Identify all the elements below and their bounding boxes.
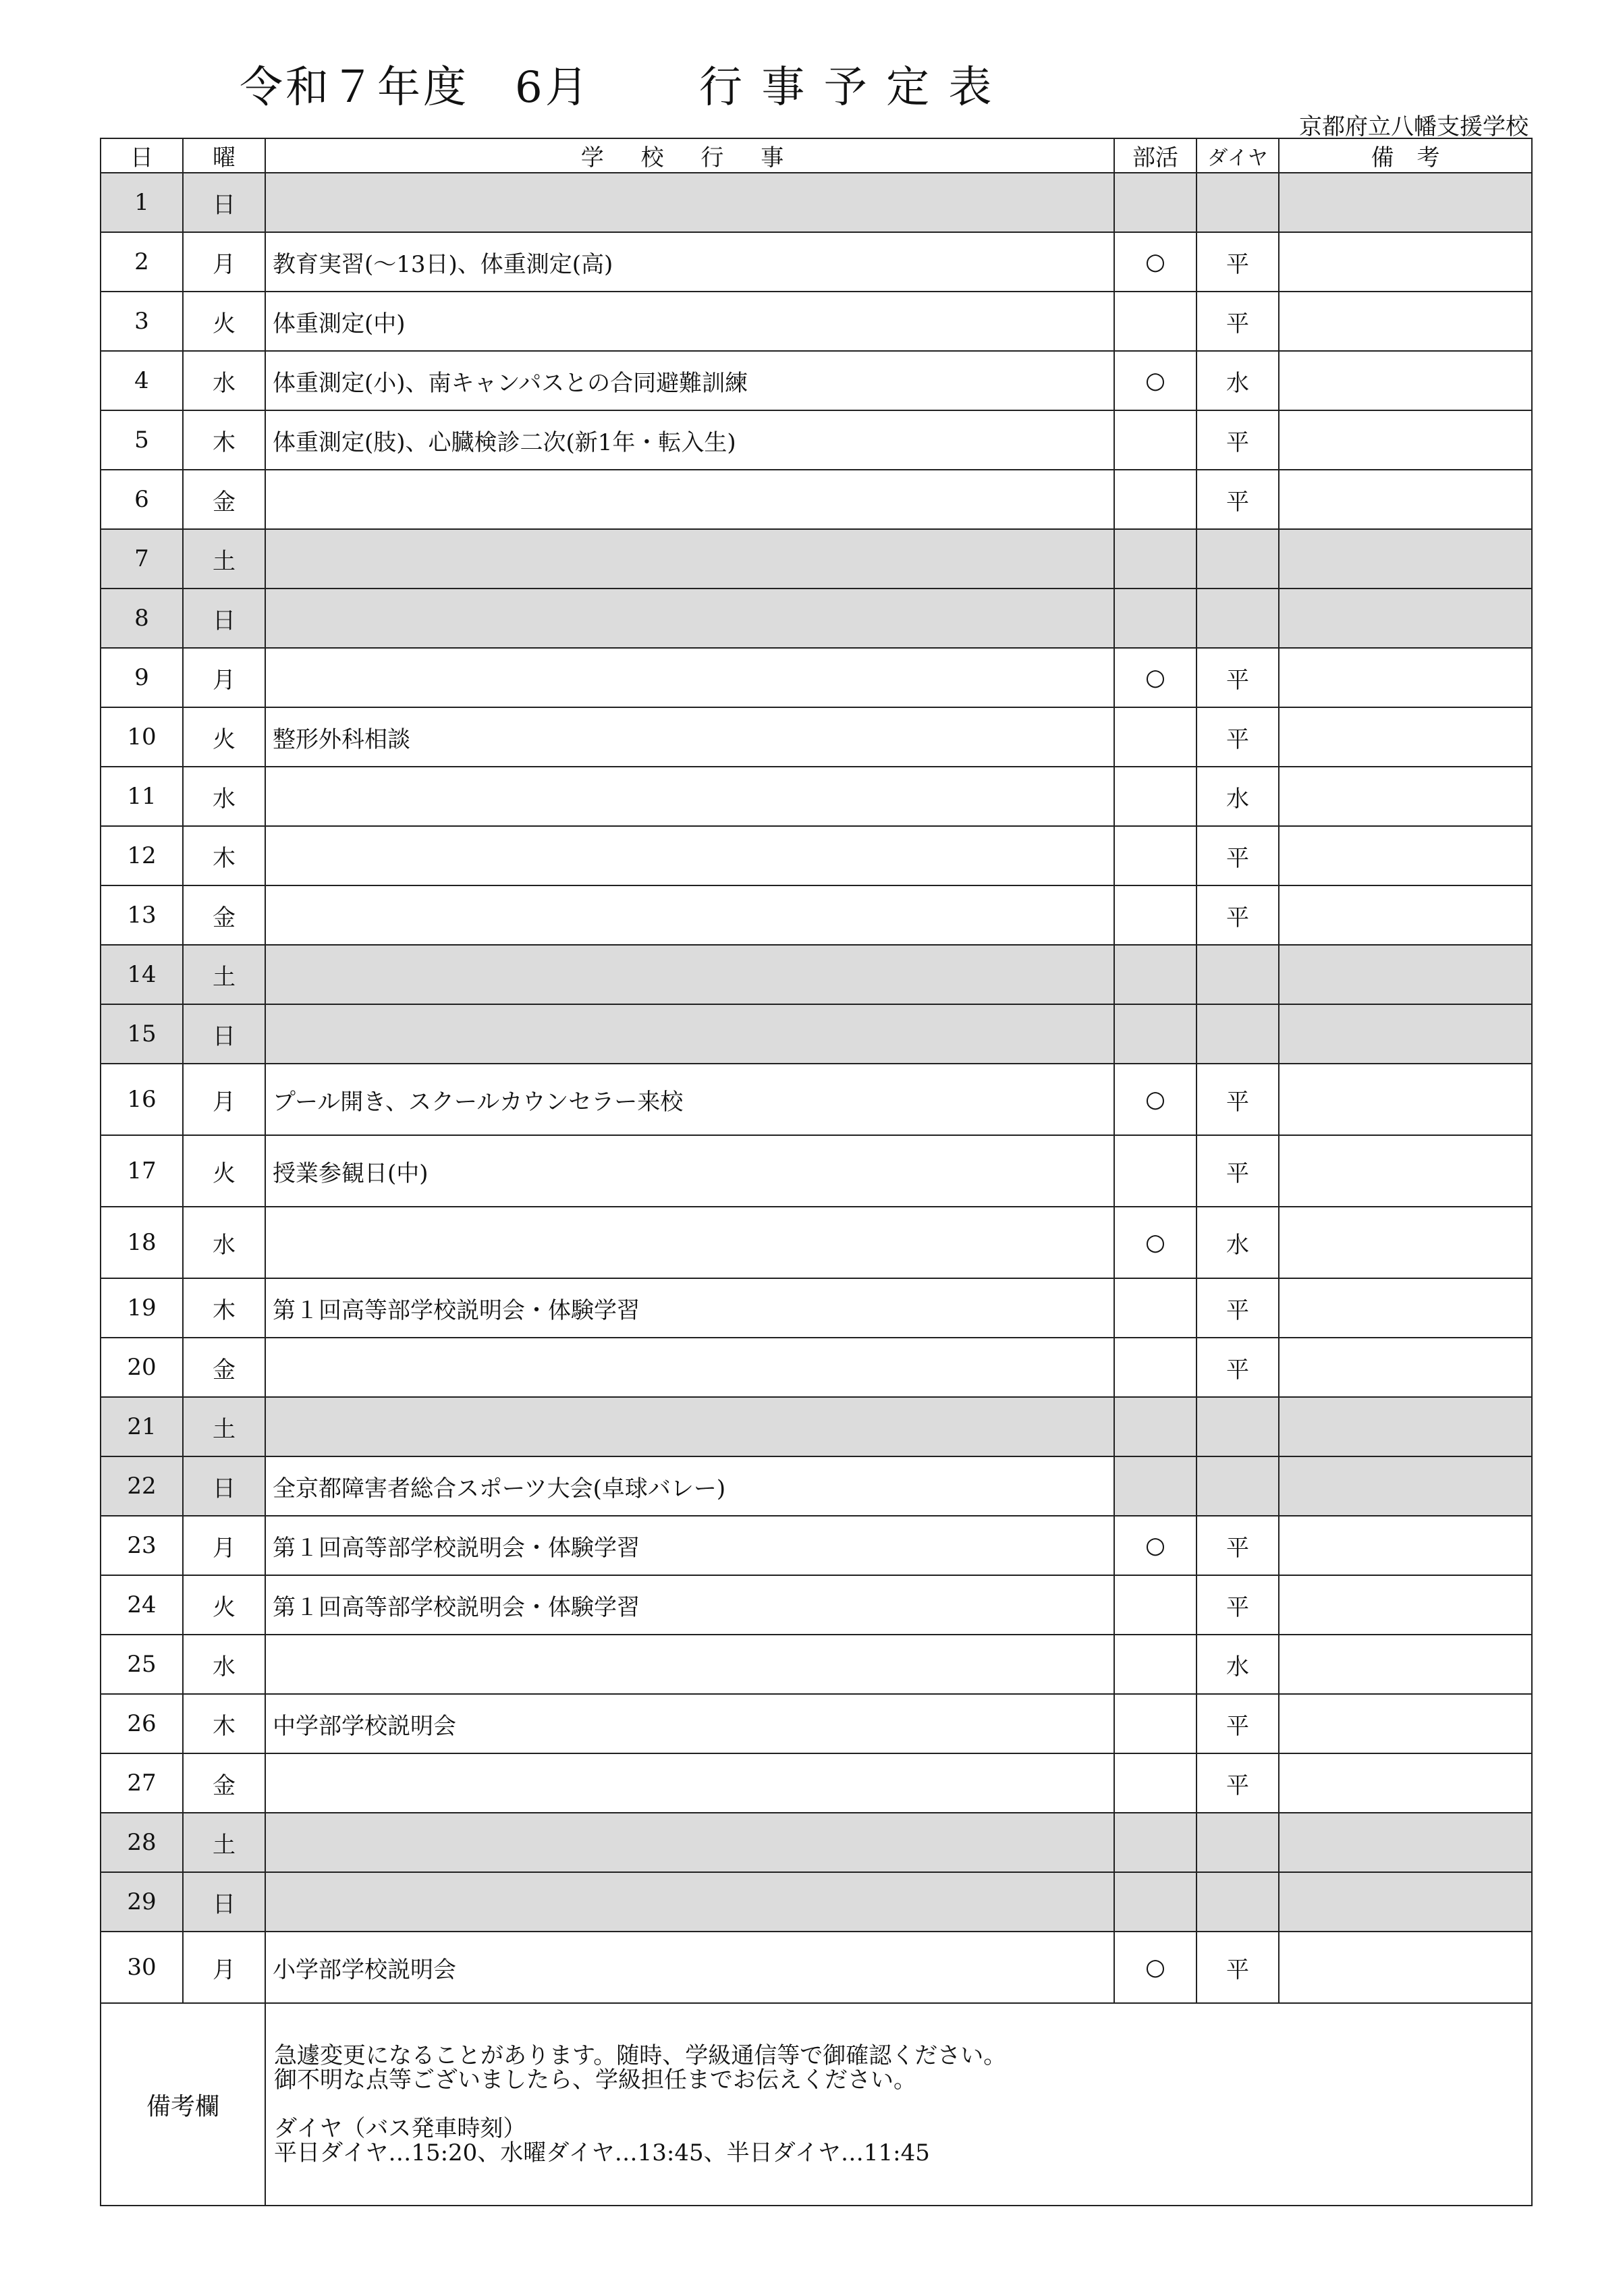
day-cell: 21 bbox=[101, 1397, 183, 1456]
club-cell bbox=[1114, 1135, 1196, 1207]
remarks-cell bbox=[1279, 648, 1532, 707]
bus-cell: 平 bbox=[1196, 1278, 1279, 1338]
weekday-cell: 水 bbox=[183, 1207, 265, 1278]
table-row bbox=[101, 1004, 1532, 1064]
table-row bbox=[101, 173, 1532, 232]
bus-cell: 平 bbox=[1196, 648, 1279, 707]
bus-cell: 平 bbox=[1196, 1575, 1279, 1635]
day-cell: 15 bbox=[101, 1004, 183, 1064]
day-cell: 17 bbox=[101, 1135, 183, 1207]
remarks-cell bbox=[1279, 470, 1532, 529]
remarks-cell bbox=[1279, 767, 1532, 826]
bus-cell: 平 bbox=[1196, 232, 1279, 292]
event-cell: 第１回高等部学校説明会・体験学習 bbox=[265, 1516, 1114, 1575]
club-cell bbox=[1114, 1575, 1196, 1635]
day-cell: 19 bbox=[101, 1278, 183, 1338]
table-row bbox=[101, 1397, 1532, 1456]
weekday-cell: 火 bbox=[183, 1575, 265, 1635]
notes-line-2: 御不明な点等ございましたら、学級担任までお伝えください。 bbox=[274, 2067, 916, 2094]
table-header-row bbox=[101, 138, 1532, 173]
remarks-cell bbox=[1279, 1932, 1532, 2003]
club-cell bbox=[1114, 1872, 1196, 1932]
weekday-cell: 金 bbox=[183, 1753, 265, 1813]
table-row bbox=[101, 232, 1532, 292]
remarks-cell bbox=[1279, 1694, 1532, 1753]
weekday-cell: 水 bbox=[183, 1635, 265, 1694]
bus-cell: 平 bbox=[1196, 1694, 1279, 1753]
club-cell bbox=[1114, 707, 1196, 767]
remarks-cell bbox=[1279, 1813, 1532, 1872]
weekday-cell: 月 bbox=[183, 232, 265, 292]
bus-cell: 水 bbox=[1196, 351, 1279, 410]
remarks-cell bbox=[1279, 292, 1532, 351]
bus-cell: 水 bbox=[1196, 1635, 1279, 1694]
weekday-cell: 水 bbox=[183, 767, 265, 826]
event-cell bbox=[265, 529, 1114, 589]
event-cell: 第１回高等部学校説明会・体験学習 bbox=[265, 1278, 1114, 1338]
weekday-cell: 日 bbox=[183, 1004, 265, 1064]
day-cell: 3 bbox=[101, 292, 183, 351]
club-cell: ○ bbox=[1114, 1207, 1196, 1278]
day-cell: 20 bbox=[101, 1338, 183, 1397]
day-cell: 7 bbox=[101, 529, 183, 589]
weekday-cell: 日 bbox=[183, 589, 265, 648]
table-row bbox=[101, 1338, 1532, 1397]
event-cell bbox=[265, 945, 1114, 1004]
weekday-cell: 金 bbox=[183, 470, 265, 529]
day-cell: 16 bbox=[101, 1064, 183, 1135]
day-cell: 14 bbox=[101, 945, 183, 1004]
school-name: 京都府立八幡支援学校 bbox=[1299, 113, 1529, 140]
club-cell bbox=[1114, 1694, 1196, 1753]
club-cell bbox=[1114, 529, 1196, 589]
remarks-cell bbox=[1279, 351, 1532, 410]
remarks-cell bbox=[1279, 410, 1532, 470]
remarks-cell bbox=[1279, 1207, 1532, 1278]
header-event: 学 校 行 事 bbox=[265, 138, 1114, 173]
remarks-cell bbox=[1279, 1278, 1532, 1338]
weekday-cell: 月 bbox=[183, 1932, 265, 2003]
header-club: 部活 bbox=[1114, 138, 1196, 173]
club-cell: ○ bbox=[1114, 1932, 1196, 2003]
weekday-cell: 日 bbox=[183, 1872, 265, 1932]
bus-cell: 平 bbox=[1196, 410, 1279, 470]
event-cell bbox=[265, 1635, 1114, 1694]
bus-cell bbox=[1196, 1813, 1279, 1872]
weekday-cell: 火 bbox=[183, 1135, 265, 1207]
club-cell bbox=[1114, 589, 1196, 648]
club-cell bbox=[1114, 1004, 1196, 1064]
day-cell: 8 bbox=[101, 589, 183, 648]
weekday-cell: 月 bbox=[183, 648, 265, 707]
club-cell: ○ bbox=[1114, 351, 1196, 410]
club-cell bbox=[1114, 826, 1196, 885]
event-cell: 教育実習(～13日)、体重測定(高) bbox=[265, 232, 1114, 292]
remarks-cell bbox=[1279, 1753, 1532, 1813]
event-cell bbox=[265, 1753, 1114, 1813]
day-cell: 22 bbox=[101, 1456, 183, 1516]
bus-cell bbox=[1196, 1397, 1279, 1456]
table-row bbox=[101, 470, 1532, 529]
bus-cell: 平 bbox=[1196, 1338, 1279, 1397]
day-cell: 2 bbox=[101, 232, 183, 292]
bus-cell: 平 bbox=[1196, 470, 1279, 529]
weekday-cell: 土 bbox=[183, 945, 265, 1004]
bus-cell bbox=[1196, 945, 1279, 1004]
bus-cell: 平 bbox=[1196, 1932, 1279, 2003]
day-cell: 10 bbox=[101, 707, 183, 767]
notes-line-4: 平日ダイヤ…15:20、水曜ダイヤ…13:45、半日ダイヤ…11:45 bbox=[274, 2139, 930, 2166]
event-cell bbox=[265, 1004, 1114, 1064]
bus-cell: 水 bbox=[1196, 767, 1279, 826]
remarks-cell bbox=[1279, 1338, 1532, 1397]
event-cell bbox=[265, 173, 1114, 232]
table-row bbox=[101, 767, 1532, 826]
notes-line-3: ダイヤ（バス発車時刻） bbox=[274, 2115, 526, 2142]
bus-cell: 平 bbox=[1196, 292, 1279, 351]
table-row bbox=[101, 826, 1532, 885]
table-row bbox=[101, 1575, 1532, 1635]
remarks-cell bbox=[1279, 945, 1532, 1004]
event-cell bbox=[265, 767, 1114, 826]
weekday-cell: 日 bbox=[183, 1456, 265, 1516]
bus-cell bbox=[1196, 173, 1279, 232]
weekday-cell: 金 bbox=[183, 1338, 265, 1397]
weekday-cell: 木 bbox=[183, 1278, 265, 1338]
remarks-cell bbox=[1279, 1397, 1532, 1456]
club-cell bbox=[1114, 470, 1196, 529]
event-cell bbox=[265, 470, 1114, 529]
remarks-cell bbox=[1279, 589, 1532, 648]
weekday-cell: 月 bbox=[183, 1516, 265, 1575]
remarks-cell bbox=[1279, 529, 1532, 589]
bus-cell: 平 bbox=[1196, 1516, 1279, 1575]
table-row bbox=[101, 529, 1532, 589]
table-row bbox=[101, 1207, 1532, 1278]
weekday-cell: 土 bbox=[183, 529, 265, 589]
event-cell: 第１回高等部学校説明会・体験学習 bbox=[265, 1575, 1114, 1635]
weekday-cell: 金 bbox=[183, 885, 265, 945]
day-cell: 4 bbox=[101, 351, 183, 410]
table-row bbox=[101, 1456, 1532, 1516]
bus-cell bbox=[1196, 1004, 1279, 1064]
event-cell: 整形外科相談 bbox=[265, 707, 1114, 767]
remarks-cell bbox=[1279, 885, 1532, 945]
notes-label: 備考欄 bbox=[101, 2003, 265, 2206]
table-row bbox=[101, 1635, 1532, 1694]
table-row bbox=[101, 648, 1532, 707]
remarks-cell bbox=[1279, 1456, 1532, 1516]
bus-cell bbox=[1196, 1456, 1279, 1516]
day-cell: 9 bbox=[101, 648, 183, 707]
header-remarks: 備 考 bbox=[1279, 138, 1532, 173]
table-row bbox=[101, 1694, 1532, 1753]
remarks-cell bbox=[1279, 1516, 1532, 1575]
weekday-cell: 火 bbox=[183, 707, 265, 767]
event-cell: プール開き、スクールカウンセラー来校 bbox=[265, 1064, 1114, 1135]
day-cell: 12 bbox=[101, 826, 183, 885]
header-day: 日 bbox=[101, 138, 183, 173]
remarks-cell bbox=[1279, 232, 1532, 292]
notes-body bbox=[265, 2003, 1532, 2206]
table-row bbox=[101, 1516, 1532, 1575]
page-title: 令和７年度 6月 行 事 予 定 表 bbox=[240, 63, 995, 113]
bus-cell: 平 bbox=[1196, 1064, 1279, 1135]
event-cell bbox=[265, 826, 1114, 885]
day-cell: 30 bbox=[101, 1932, 183, 2003]
remarks-cell bbox=[1279, 826, 1532, 885]
event-cell: 授業参観日(中) bbox=[265, 1135, 1114, 1207]
club-cell bbox=[1114, 1456, 1196, 1516]
club-cell: ○ bbox=[1114, 232, 1196, 292]
event-cell bbox=[265, 885, 1114, 945]
table-row bbox=[101, 1135, 1532, 1207]
header-weekday: 曜 bbox=[183, 138, 265, 173]
club-cell bbox=[1114, 1338, 1196, 1397]
bus-cell: 水 bbox=[1196, 1207, 1279, 1278]
event-cell: 体重測定(小)、南キャンパスとの合同避難訓練 bbox=[265, 351, 1114, 410]
weekday-cell: 月 bbox=[183, 1064, 265, 1135]
event-cell bbox=[265, 589, 1114, 648]
club-cell: ○ bbox=[1114, 1064, 1196, 1135]
weekday-cell: 土 bbox=[183, 1813, 265, 1872]
table-row bbox=[101, 410, 1532, 470]
table-row bbox=[101, 1813, 1532, 1872]
weekday-cell: 日 bbox=[183, 173, 265, 232]
table-row bbox=[101, 1872, 1532, 1932]
club-cell bbox=[1114, 767, 1196, 826]
event-cell: 体重測定(肢)、心臓検診二次(新1年・転入生) bbox=[265, 410, 1114, 470]
club-cell bbox=[1114, 1397, 1196, 1456]
table-row bbox=[101, 589, 1532, 648]
event-cell bbox=[265, 648, 1114, 707]
remarks-cell bbox=[1279, 1635, 1532, 1694]
club-cell bbox=[1114, 410, 1196, 470]
remarks-cell bbox=[1279, 1135, 1532, 1207]
table-row bbox=[101, 885, 1532, 945]
bus-cell: 平 bbox=[1196, 707, 1279, 767]
table-row bbox=[101, 1064, 1532, 1135]
club-cell bbox=[1114, 885, 1196, 945]
event-cell bbox=[265, 1813, 1114, 1872]
club-cell bbox=[1114, 1635, 1196, 1694]
day-cell: 27 bbox=[101, 1753, 183, 1813]
day-cell: 29 bbox=[101, 1872, 183, 1932]
table-row bbox=[101, 945, 1532, 1004]
weekday-cell: 木 bbox=[183, 826, 265, 885]
bus-cell bbox=[1196, 1872, 1279, 1932]
event-cell: 体重測定(中) bbox=[265, 292, 1114, 351]
club-cell bbox=[1114, 292, 1196, 351]
bus-cell bbox=[1196, 529, 1279, 589]
day-cell: 6 bbox=[101, 470, 183, 529]
day-cell: 25 bbox=[101, 1635, 183, 1694]
table-row bbox=[101, 1278, 1532, 1338]
event-cell: 中学部学校説明会 bbox=[265, 1694, 1114, 1753]
day-cell: 23 bbox=[101, 1516, 183, 1575]
event-cell: 小学部学校説明会 bbox=[265, 1932, 1114, 2003]
club-cell bbox=[1114, 1278, 1196, 1338]
header-bus: ダイヤ bbox=[1196, 138, 1279, 173]
notes-row bbox=[101, 2003, 1532, 2206]
club-cell bbox=[1114, 1813, 1196, 1872]
event-cell bbox=[265, 1397, 1114, 1456]
remarks-cell bbox=[1279, 1575, 1532, 1635]
table-row bbox=[101, 351, 1532, 410]
day-cell: 24 bbox=[101, 1575, 183, 1635]
notes-line-1: 急遽変更になることがあります。随時、学級通信等で御確認ください。 bbox=[274, 2042, 1007, 2069]
day-cell: 13 bbox=[101, 885, 183, 945]
club-cell: ○ bbox=[1114, 1516, 1196, 1575]
day-cell: 1 bbox=[101, 173, 183, 232]
day-cell: 18 bbox=[101, 1207, 183, 1278]
club-cell bbox=[1114, 1753, 1196, 1813]
remarks-cell bbox=[1279, 173, 1532, 232]
table-row bbox=[101, 1753, 1532, 1813]
event-cell bbox=[265, 1872, 1114, 1932]
club-cell: ○ bbox=[1114, 648, 1196, 707]
table-row bbox=[101, 292, 1532, 351]
remarks-cell bbox=[1279, 707, 1532, 767]
day-cell: 11 bbox=[101, 767, 183, 826]
day-cell: 5 bbox=[101, 410, 183, 470]
day-cell: 26 bbox=[101, 1694, 183, 1753]
remarks-cell bbox=[1279, 1004, 1532, 1064]
bus-cell: 平 bbox=[1196, 1135, 1279, 1207]
bus-cell: 平 bbox=[1196, 826, 1279, 885]
day-cell: 28 bbox=[101, 1813, 183, 1872]
bus-cell: 平 bbox=[1196, 1753, 1279, 1813]
schedule-table bbox=[100, 138, 1533, 2206]
table-row bbox=[101, 1932, 1532, 2003]
weekday-cell: 木 bbox=[183, 1694, 265, 1753]
weekday-cell: 木 bbox=[183, 410, 265, 470]
table-row bbox=[101, 707, 1532, 767]
club-cell bbox=[1114, 173, 1196, 232]
event-cell: 全京都障害者総合スポーツ大会(卓球バレー) bbox=[265, 1456, 1114, 1516]
event-cell bbox=[265, 1207, 1114, 1278]
remarks-cell bbox=[1279, 1064, 1532, 1135]
weekday-cell: 土 bbox=[183, 1397, 265, 1456]
club-cell bbox=[1114, 945, 1196, 1004]
event-cell bbox=[265, 1338, 1114, 1397]
bus-cell bbox=[1196, 589, 1279, 648]
remarks-cell bbox=[1279, 1872, 1532, 1932]
weekday-cell: 火 bbox=[183, 292, 265, 351]
bus-cell: 平 bbox=[1196, 885, 1279, 945]
weekday-cell: 水 bbox=[183, 351, 265, 410]
